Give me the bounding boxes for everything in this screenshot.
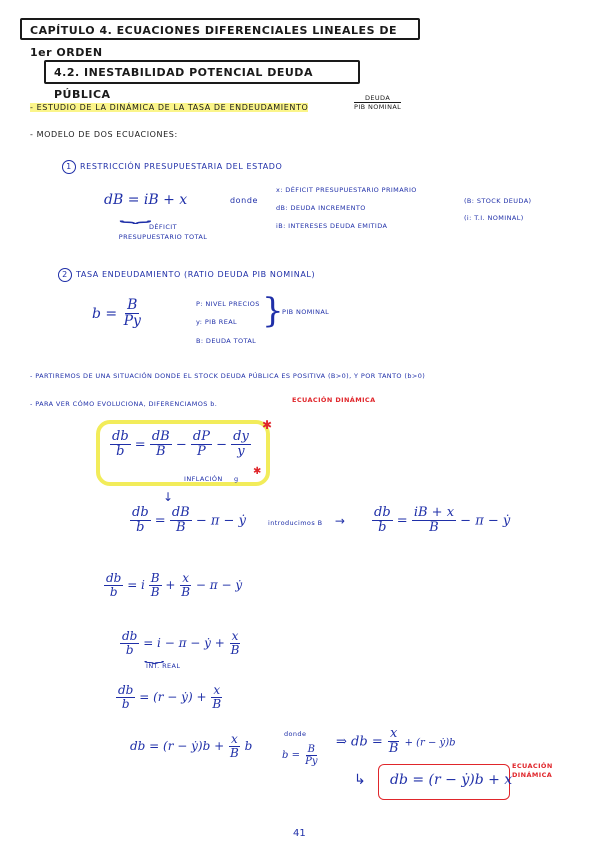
- step4-b: b: [125, 643, 134, 658]
- step4-brace-label: INT. REAL: [146, 662, 181, 670]
- final-arrow: ↳: [354, 772, 366, 788]
- step5-formula: [116, 684, 223, 711]
- step2r-rhs: − π − ẏ: [460, 513, 511, 529]
- step3-B-num: B: [150, 571, 160, 585]
- step2r-b: b: [378, 520, 387, 536]
- eq1-heading: RESTRICCIÓN PRESUPUESTARIA DEL ESTADO: [80, 162, 283, 171]
- step6-implies: ⇒: [336, 734, 347, 750]
- down-arrow: ↓: [163, 490, 174, 504]
- step4-formula: $\frac{db}{b}$ = i − π − ẏ + $\frac{x}{B}$: [122, 629, 240, 658]
- eq1-note-B: (B: STOCK DEUDA): [464, 197, 532, 205]
- final-equation: db = (r − ẏ)b + x: [390, 772, 513, 788]
- step6-right-den: B: [388, 741, 399, 757]
- eq1-lhs: dB: [104, 192, 124, 208]
- step4-x-den: B: [230, 643, 240, 658]
- step5-x-den: B: [212, 697, 222, 712]
- step1-marker: ✱: [262, 418, 273, 432]
- intro-ratio: [354, 94, 401, 111]
- step4-db: db: [122, 629, 138, 643]
- step1-dP: dP: [192, 429, 210, 444]
- step6-main: db = (r − ẏ)b +: [130, 739, 225, 754]
- step3-rhs: − π − ẏ: [195, 578, 243, 593]
- eq1-brace: ⏟: [119, 203, 152, 224]
- eq1-brace-label: DÉFICIT PRESUPUESTARIO TOTAL: [118, 223, 208, 241]
- step3-db: db: [106, 571, 122, 585]
- step6-b-num: B: [307, 744, 316, 755]
- dynamics-text: - PARA VER CÓMO EVOLUCIONA, DIFERENCIAMOS b.: [30, 400, 218, 408]
- step1-dy: dy: [233, 429, 249, 444]
- step5-db: db: [118, 683, 134, 697]
- intro-line-1: [30, 103, 308, 112]
- step2r-num: iB + x: [413, 505, 455, 520]
- step2-intro: [268, 514, 345, 528]
- chapter-title: CAPÍTULO 4. ECUACIONES DIFERENCIALES LINEALES DE 1er ORDEN: [20, 18, 420, 40]
- dynamics-label: ECUACIÓN DINÁMICA: [292, 396, 376, 404]
- step1-b: b: [116, 444, 125, 460]
- eq2-formula: [92, 298, 143, 330]
- step6-b-den: Py: [305, 756, 318, 767]
- step6-b-label: b =: [282, 750, 300, 761]
- step3-B-den: B: [150, 585, 160, 600]
- step1-P: P: [197, 444, 206, 460]
- eq2-def-y: y: PIB REAL: [196, 318, 238, 326]
- step6-B: B: [230, 746, 239, 761]
- eq2-fraction: [122, 298, 143, 330]
- eq1-number: 1: [62, 160, 76, 174]
- step2-formula: $\frac{db}{b}$ = $\frac{dB}{B}$ − π − ẏ: [132, 505, 246, 536]
- step1-formula: $\frac{db}{b}$ = $\frac{dB}{B}$ − $\frac{dP}{P}$ − $\frac{dy}{y}$: [112, 429, 249, 460]
- step5-x: x: [213, 683, 221, 697]
- eq1-rhs: = iB + x: [127, 192, 188, 208]
- eq2-heading-row: [58, 268, 315, 282]
- step1-y: y: [237, 444, 245, 460]
- step6-formula: db = (r − ẏ)b + $\frac{x}{B}$ b: [130, 732, 253, 761]
- step2-b: b: [136, 520, 145, 536]
- eq2-heading: TASA ENDEUDAMIENTO (RATIO DEUDA PIB NOMINAL): [76, 270, 316, 279]
- intro-line-2: - MODELO DE DOS ECUACIONES:: [30, 130, 178, 139]
- step6-donde: donde: [284, 730, 307, 738]
- step2-right-formula: $\frac{db}{b}$ = $\frac{iB + x}{B}$ − π − ẏ: [374, 505, 511, 536]
- step2-db: db: [132, 505, 149, 520]
- step2-rhs: − π − ẏ: [195, 513, 246, 529]
- step1-brace-label: INFLACIÓN: [184, 475, 223, 483]
- eq2-brace-label: PIB NOMINAL: [282, 308, 330, 316]
- step1-brace-label-2: g: [234, 475, 239, 483]
- intro-ratio-den: PIB NOMINAL: [354, 103, 402, 111]
- assumption-line: - PARTIREMOS DE UNA SITUACIÓN DONDE EL STOCK DEUDA PÚBLICA ES POSITIVA (B>0), Y POR TANTO (b>0): [30, 372, 426, 380]
- eq1-donde: donde: [230, 196, 259, 205]
- step3-b: b: [109, 585, 118, 600]
- step6-right-tail: + (r − ẏ)b: [404, 737, 456, 749]
- step1-dB: dB: [151, 429, 170, 444]
- eq1-def-dB: dB: DEUDA INCREMENTO: [276, 204, 366, 212]
- step3-x-den: B: [181, 585, 191, 600]
- intro-ratio-num: DEUDA: [354, 94, 401, 103]
- step1-marker-2: ✱: [253, 466, 262, 477]
- eq2-num: B: [127, 297, 138, 313]
- eq2-lhs: b =: [92, 305, 118, 322]
- step2-dB: dB: [171, 505, 190, 520]
- step3-formula: $\frac{db}{b}$ = i $\frac{B}{B}$ + $\frac{x}{B}$ − π − ẏ: [106, 571, 243, 600]
- eq2-def-P: P: NIVEL PRECIOS: [196, 300, 260, 308]
- intro-line-1-text: - ESTUDIO DE LA DINÁMICA DE LA TASA DE ENDEUDAMIENTO: [30, 103, 309, 112]
- step2r-db: db: [374, 505, 391, 520]
- step4-brace: ⏟: [144, 648, 165, 664]
- step2r-den: B: [429, 520, 439, 536]
- eq2-number: 2: [58, 268, 72, 282]
- step6-x: x: [231, 732, 238, 746]
- eq2-def-B: B: DEUDA TOTAL: [196, 337, 257, 345]
- eq2-brace: }: [262, 291, 284, 331]
- step4-x: x: [231, 629, 239, 643]
- eq1-heading-row: [62, 160, 282, 174]
- step2-arrow: →: [334, 514, 346, 528]
- step6-implies-row: ⇒ db = $\frac{x}{B}$ + (r − ẏ)b: [336, 726, 456, 757]
- step6-right-x: x: [389, 726, 398, 741]
- step2-B: B: [175, 520, 186, 536]
- step5-b: b: [121, 697, 130, 712]
- step3-x: x: [182, 571, 190, 585]
- step1-B: B: [155, 444, 166, 460]
- step2-intro-text: introducimos B: [268, 519, 323, 527]
- step1-db: db: [112, 429, 129, 444]
- eq1-def-x: x: DÉFICIT PRESUPUESTARIO PRIMARIO: [276, 186, 417, 194]
- page-number: 41: [293, 828, 306, 839]
- section-title: 4.2. INESTABILIDAD POTENCIAL DEUDA PÚBLICA: [44, 60, 360, 84]
- step6-right-db: db: [351, 734, 368, 750]
- eq2-den: Py: [123, 313, 141, 330]
- step6-b-def: [282, 744, 320, 767]
- final-label: ECUACIÓN DINÁMICA: [512, 762, 553, 779]
- step5-mid: = (r − ẏ) +: [139, 690, 207, 705]
- eq1-def-iB: iB: INTERESES DEUDA EMITIDA: [276, 222, 388, 230]
- eq1-note-i: (i: T.I. NOMINAL): [464, 214, 524, 222]
